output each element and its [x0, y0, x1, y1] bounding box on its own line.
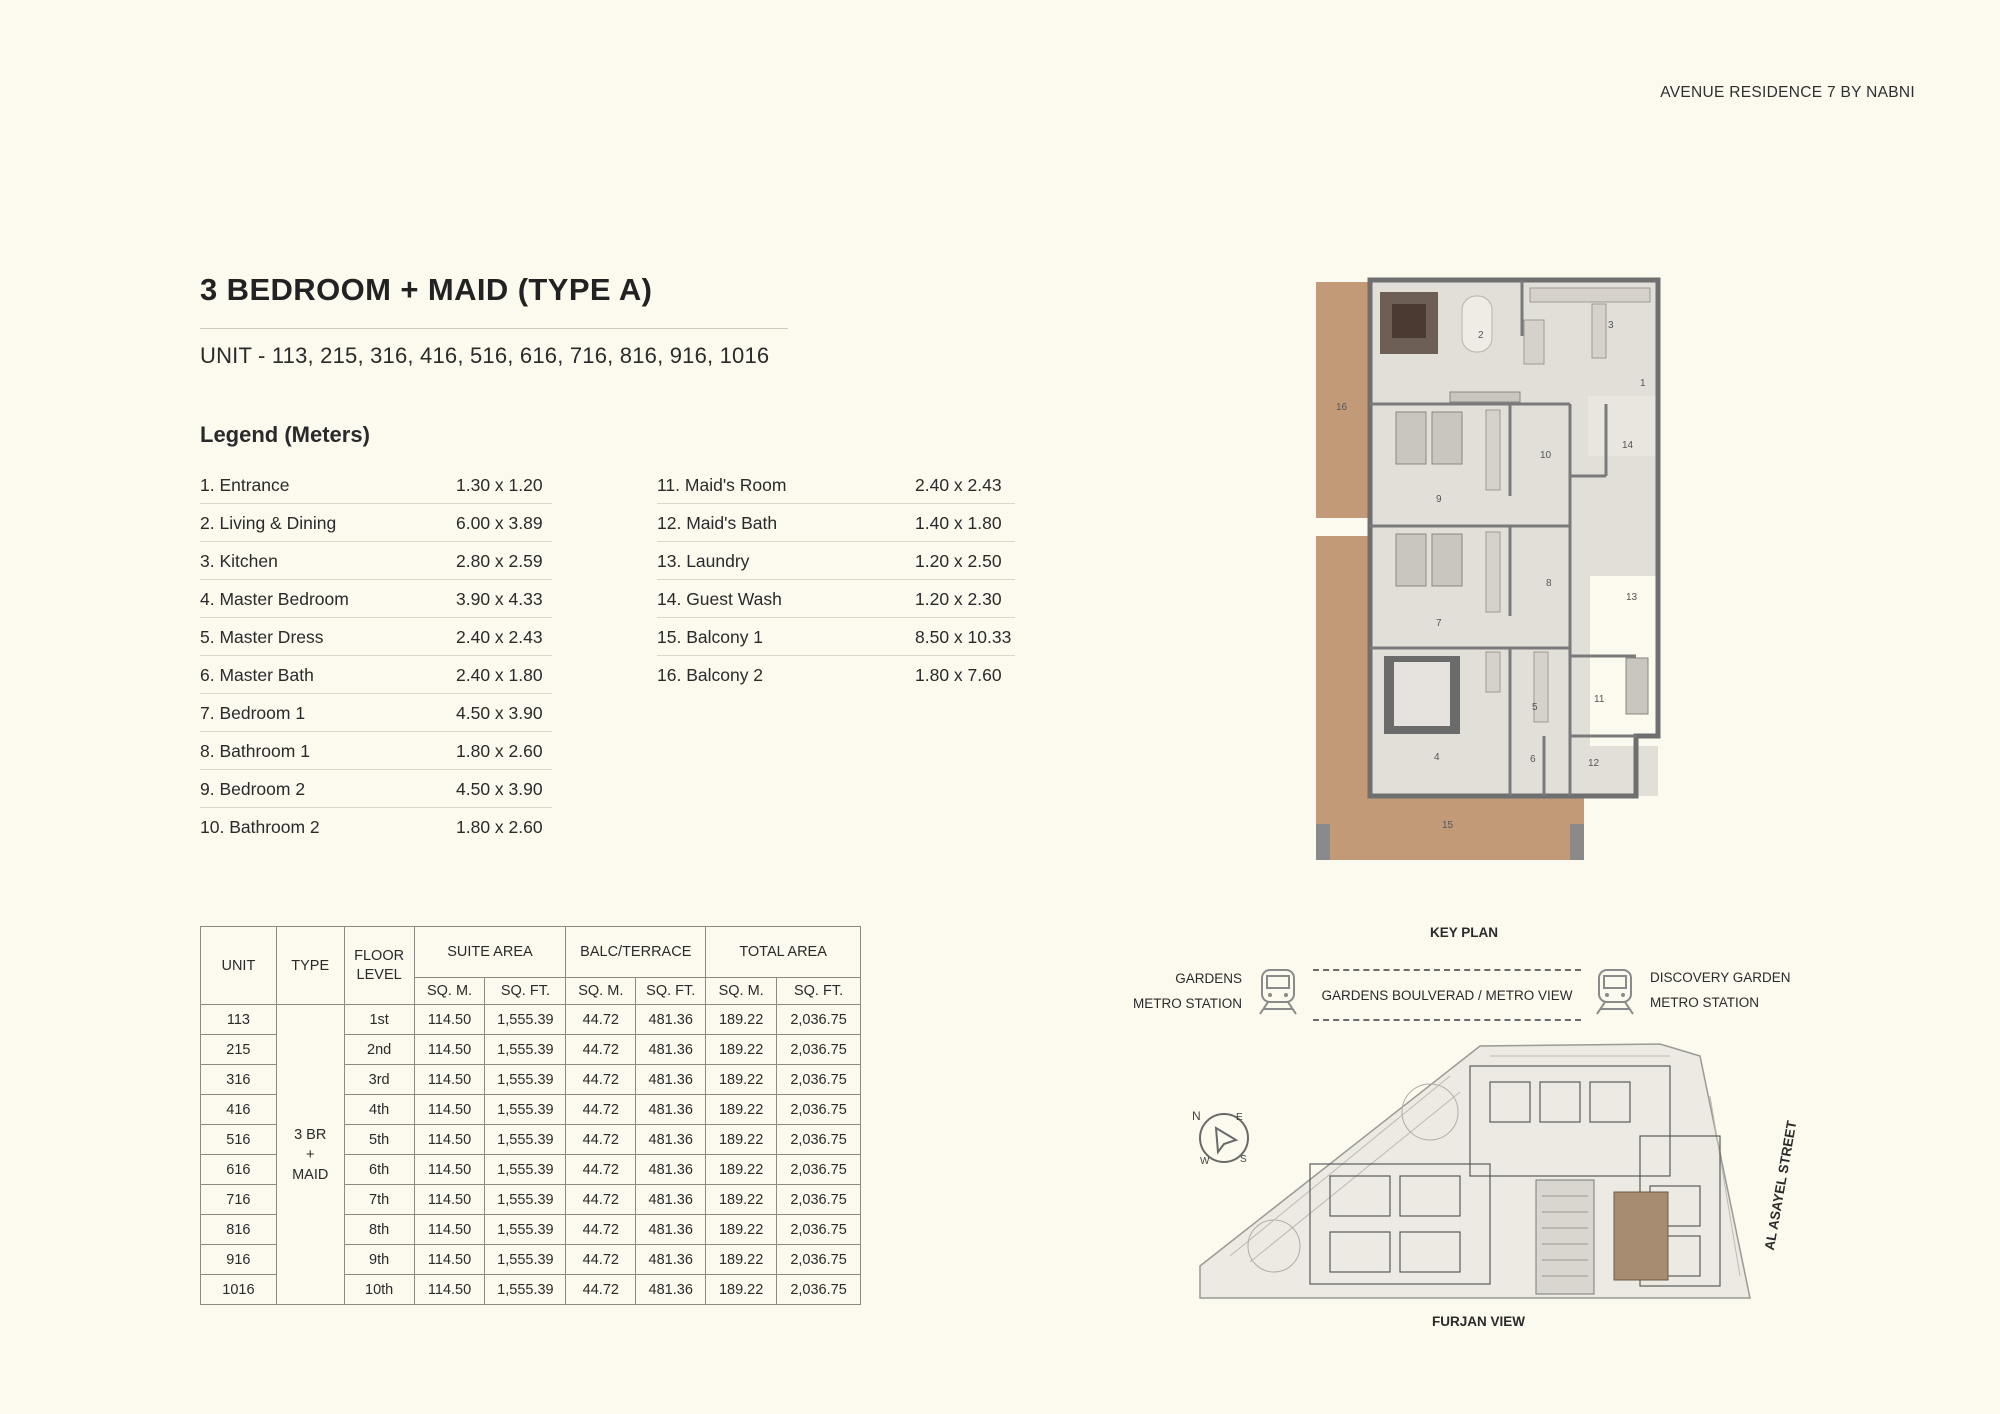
cell-unit: 113: [201, 1005, 277, 1035]
legend-item: [200, 732, 552, 770]
cell-unit: 916: [201, 1245, 277, 1275]
legend-item-dim: 2.40 x 2.43: [456, 626, 543, 647]
legend-item-name: 13. Laundry: [657, 550, 750, 571]
legend-item-dim: 6.00 x 3.89: [456, 512, 543, 533]
floor-plan: [1310, 276, 1672, 860]
cell-total-sqft: 2,036.75: [777, 1095, 861, 1125]
legend-item-dim: 4.50 x 3.90: [456, 778, 543, 799]
cell-suite-sqft: 1,555.39: [485, 1095, 566, 1125]
key-plan-title: KEY PLAN: [1430, 925, 1499, 940]
cell-total-sqft: 2,036.75: [777, 1275, 861, 1305]
dining-table: [1462, 296, 1492, 352]
station-left-line-1: GARDENS: [1175, 971, 1242, 986]
cell-total-sqm: 189.22: [706, 1275, 777, 1305]
cell-balc-sqft: 481.36: [636, 1035, 706, 1065]
brand-name: AVENUE RESIDENCE 7 BY NABNI: [1660, 84, 1915, 101]
legend-item: [657, 618, 1015, 656]
legend-item-name: 16. Balcony 2: [657, 664, 764, 685]
station-left-line-2: METRO STATION: [1133, 996, 1242, 1011]
discovery-garden-metro-station-label: [1650, 965, 1791, 1015]
cell-suite-sqft: 1,555.39: [485, 1155, 566, 1185]
legend-item-dim: 2.40 x 2.43: [915, 474, 1002, 495]
boulevard-label: GARDENS BOULVERAD / METRO VIEW: [1313, 969, 1581, 1021]
cell-total-sqm: 189.22: [706, 1095, 777, 1125]
legend-item-dim: 1.80 x 2.60: [456, 740, 543, 761]
cell-floor: 8th: [344, 1215, 414, 1245]
cell-total-sqm: 189.22: [706, 1185, 777, 1215]
cell-total-sqft: 2,036.75: [777, 1245, 861, 1275]
bed-bedroom-2: [1396, 412, 1426, 464]
room-label-15: 15: [1442, 820, 1454, 831]
cell-suite-sqft: 1,555.39: [485, 1065, 566, 1095]
legend-column-1: [200, 466, 552, 846]
cell-total-sqft: 2,036.75: [777, 1005, 861, 1035]
cell-total-sqft: 2,036.75: [777, 1155, 861, 1185]
bed-bedroom-1: [1396, 534, 1426, 586]
legend-item: [200, 808, 552, 846]
cell-floor: 1st: [344, 1005, 414, 1035]
legend-item: [200, 504, 552, 542]
table-row: [201, 1005, 861, 1035]
cell-balc-sqm: 44.72: [566, 1065, 636, 1095]
cell-balc-sqft: 481.36: [636, 1065, 706, 1095]
cell-suite-sqm: 114.50: [414, 1005, 485, 1035]
legend-item-name: 3. Kitchen: [200, 550, 278, 571]
compass-e: E: [1236, 1112, 1243, 1123]
cell-total-sqm: 189.22: [706, 1125, 777, 1155]
cell-suite-sqm: 114.50: [414, 1245, 485, 1275]
legend-item-name: 12. Maid's Bath: [657, 512, 778, 533]
cell-type-text: 3 BR + MAID: [292, 1126, 329, 1183]
legend-item-name: 9. Bedroom 2: [200, 778, 306, 799]
cell-balc-sqm: 44.72: [566, 1275, 636, 1305]
room-label-6: 6: [1530, 754, 1536, 765]
cell-suite-sqm: 114.50: [414, 1065, 485, 1095]
legend-item-dim: 1.20 x 2.50: [915, 550, 1002, 571]
room-label-12: 12: [1588, 758, 1600, 769]
compass-n: N: [1192, 1109, 1201, 1123]
cell-total-sqft: 2,036.75: [777, 1125, 861, 1155]
cell-total-sqm: 189.22: [706, 1155, 777, 1185]
cell-balc-sqft: 481.36: [636, 1005, 706, 1035]
cell-total-sqm: 189.22: [706, 1035, 777, 1065]
station-right-line-1: DISCOVERY GARDEN: [1650, 970, 1791, 985]
legend-item-dim: 2.40 x 1.80: [456, 664, 543, 685]
gardens-metro-station-label: [1130, 966, 1242, 1016]
legend-item-name: 15. Balcony 1: [657, 626, 764, 647]
legend-item-dim: 1.80 x 7.60: [915, 664, 1002, 685]
cell-suite-sqm: 114.50: [414, 1125, 485, 1155]
cell-balc-sqm: 44.72: [566, 1125, 636, 1155]
site-key-plan: [1190, 1036, 1790, 1308]
cell-unit: 716: [201, 1185, 277, 1215]
cell-total-sqft: 2,036.75: [777, 1215, 861, 1245]
header-unit: UNIT: [201, 927, 277, 1005]
room-label-11: 11: [1594, 694, 1605, 705]
legend-item: [200, 656, 552, 694]
cell-type: [276, 1005, 344, 1305]
header-sqft: SQ. FT.: [636, 978, 706, 1005]
legend-item-dim: 2.80 x 2.59: [456, 550, 543, 571]
legend-item: [200, 770, 552, 808]
cell-balc-sqm: 44.72: [566, 1245, 636, 1275]
legend-item: [657, 580, 1015, 618]
header-sqm: SQ. M.: [706, 978, 777, 1005]
header-type: TYPE: [276, 927, 344, 1005]
room-label-16: 16: [1336, 402, 1348, 413]
cell-suite-sqft: 1,555.39: [485, 1275, 566, 1305]
cell-floor: 4th: [344, 1095, 414, 1125]
title-divider: [200, 328, 788, 329]
cell-balc-sqm: 44.72: [566, 1185, 636, 1215]
cell-balc-sqft: 481.36: [636, 1125, 706, 1155]
cell-floor: 3rd: [344, 1065, 414, 1095]
cell-suite-sqm: 114.50: [414, 1215, 485, 1245]
legend-item: [200, 542, 552, 580]
room-label-10: 10: [1540, 450, 1552, 461]
train-icon: [1256, 966, 1300, 1016]
room-label-8: 8: [1546, 578, 1552, 589]
legend-item-dim: 1.40 x 1.80: [915, 512, 1002, 533]
header-sqft: SQ. FT.: [485, 978, 566, 1005]
legend-column-2: [657, 466, 1015, 694]
header-sqft: SQ. FT.: [777, 978, 861, 1005]
legend-item-name: 1. Entrance: [200, 474, 290, 495]
cell-floor: 10th: [344, 1275, 414, 1305]
legend-item-dim: 1.30 x 1.20: [456, 474, 543, 495]
header-sqm: SQ. M.: [414, 978, 485, 1005]
legend-item: [657, 542, 1015, 580]
header-balc-terrace: BALC/TERRACE: [566, 927, 706, 978]
room-label-5: 5: [1532, 702, 1538, 713]
room-label-4: 4: [1434, 752, 1440, 763]
cell-total-sqft: 2,036.75: [777, 1185, 861, 1215]
cell-balc-sqm: 44.72: [566, 1005, 636, 1035]
cell-floor: 5th: [344, 1125, 414, 1155]
cell-suite-sqm: 114.50: [414, 1095, 485, 1125]
legend-item-dim: 3.90 x 4.33: [456, 588, 543, 609]
cell-balc-sqm: 44.72: [566, 1095, 636, 1125]
compass-s: S: [1240, 1154, 1247, 1165]
furjan-view-label: FURJAN VIEW: [1432, 1314, 1526, 1329]
legend-item-name: 8. Bathroom 1: [200, 740, 310, 761]
cell-unit: 316: [201, 1065, 277, 1095]
legend-item-dim: 4.50 x 3.90: [456, 702, 543, 723]
legend-item-name: 14. Guest Wash: [657, 588, 782, 609]
cell-suite-sqm: 114.50: [414, 1275, 485, 1305]
room-label-7: 7: [1436, 618, 1442, 629]
legend-item-name: 4. Master Bedroom: [200, 588, 349, 609]
legend-item: [657, 656, 1015, 694]
legend-item: [200, 694, 552, 732]
cell-floor: 6th: [344, 1155, 414, 1185]
legend-item-dim: 1.20 x 2.30: [915, 588, 1002, 609]
header-floor-level-text: FLOOR LEVEL: [354, 947, 405, 983]
cell-balc-sqft: 481.36: [636, 1155, 706, 1185]
cell-suite-sqm: 114.50: [414, 1155, 485, 1185]
page-title: 3 BEDROOM + MAID (TYPE A): [200, 272, 653, 307]
cell-floor: 9th: [344, 1245, 414, 1275]
room-label-2: 2: [1478, 330, 1484, 341]
compass-w: W: [1200, 1156, 1210, 1167]
cell-balc-sqft: 481.36: [636, 1275, 706, 1305]
legend-item-name: 10. Bathroom 2: [200, 816, 320, 837]
cell-total-sqm: 189.22: [706, 1065, 777, 1095]
legend-item: [200, 618, 552, 656]
legend-item-dim: 1.80 x 2.60: [456, 816, 543, 837]
room-label-1: 1: [1640, 378, 1646, 389]
legend-item: [657, 504, 1015, 542]
header-floor-level: [344, 927, 414, 1005]
header-suite-area: SUITE AREA: [414, 927, 566, 978]
cell-unit: 816: [201, 1215, 277, 1245]
cell-total-sqm: 189.22: [706, 1215, 777, 1245]
highlighted-unit: [1614, 1192, 1668, 1280]
unit-area-table: [200, 926, 861, 1305]
cell-suite-sqft: 1,555.39: [485, 1215, 566, 1245]
legend-title: Legend (Meters): [200, 422, 370, 447]
cell-total-sqft: 2,036.75: [777, 1035, 861, 1065]
cell-unit: 215: [201, 1035, 277, 1065]
legend-item-name: 6. Master Bath: [200, 664, 314, 685]
station-right-line-2: METRO STATION: [1650, 995, 1759, 1010]
al-asayel-street-label: AL ASAYEL STREET: [1761, 1119, 1800, 1252]
cell-unit: 516: [201, 1125, 277, 1155]
legend-item-name: 7. Bedroom 1: [200, 702, 306, 723]
kitchen-counter: [1530, 288, 1650, 302]
cell-floor: 7th: [344, 1185, 414, 1215]
cell-suite-sqft: 1,555.39: [485, 1005, 566, 1035]
legend-item: [657, 466, 1015, 504]
cell-total-sqm: 189.22: [706, 1005, 777, 1035]
cell-balc-sqft: 481.36: [636, 1095, 706, 1125]
cell-total-sqft: 2,036.75: [777, 1065, 861, 1095]
cell-suite-sqm: 114.50: [414, 1185, 485, 1215]
cell-suite-sqft: 1,555.39: [485, 1125, 566, 1155]
cell-total-sqm: 189.22: [706, 1245, 777, 1275]
cell-unit: 616: [201, 1155, 277, 1185]
cell-balc-sqm: 44.72: [566, 1035, 636, 1065]
room-label-14: 14: [1622, 440, 1634, 451]
cell-suite-sqft: 1,555.39: [485, 1035, 566, 1065]
cell-balc-sqft: 481.36: [636, 1215, 706, 1245]
legend-item: [200, 580, 552, 618]
legend-item-name: 11. Maid's Room: [657, 474, 787, 495]
cell-suite-sqm: 114.50: [414, 1035, 485, 1065]
legend-item: [200, 466, 552, 504]
header-sqm: SQ. M.: [566, 978, 636, 1005]
cell-unit: 1016: [201, 1275, 277, 1305]
cell-suite-sqft: 1,555.39: [485, 1245, 566, 1275]
cell-balc-sqft: 481.36: [636, 1245, 706, 1275]
unit-list: UNIT - 113, 215, 316, 416, 516, 616, 716, 816, 916, 1016: [200, 343, 770, 368]
cell-balc-sqft: 481.36: [636, 1185, 706, 1215]
legend-item-name: 2. Living & Dining: [200, 512, 337, 533]
cell-balc-sqm: 44.72: [566, 1155, 636, 1185]
cell-balc-sqm: 44.72: [566, 1215, 636, 1245]
cell-unit: 416: [201, 1095, 277, 1125]
room-label-13: 13: [1626, 592, 1638, 603]
header-total-area: TOTAL AREA: [706, 927, 861, 978]
legend-item-dim: 8.50 x 10.33: [915, 626, 1012, 647]
legend-item-name: 5. Master Dress: [200, 626, 324, 647]
train-icon: [1593, 966, 1637, 1016]
room-label-9: 9: [1436, 494, 1442, 505]
cell-floor: 2nd: [344, 1035, 414, 1065]
balcony-2: [1316, 282, 1368, 518]
room-label-3: 3: [1608, 320, 1614, 331]
cell-suite-sqft: 1,555.39: [485, 1185, 566, 1215]
